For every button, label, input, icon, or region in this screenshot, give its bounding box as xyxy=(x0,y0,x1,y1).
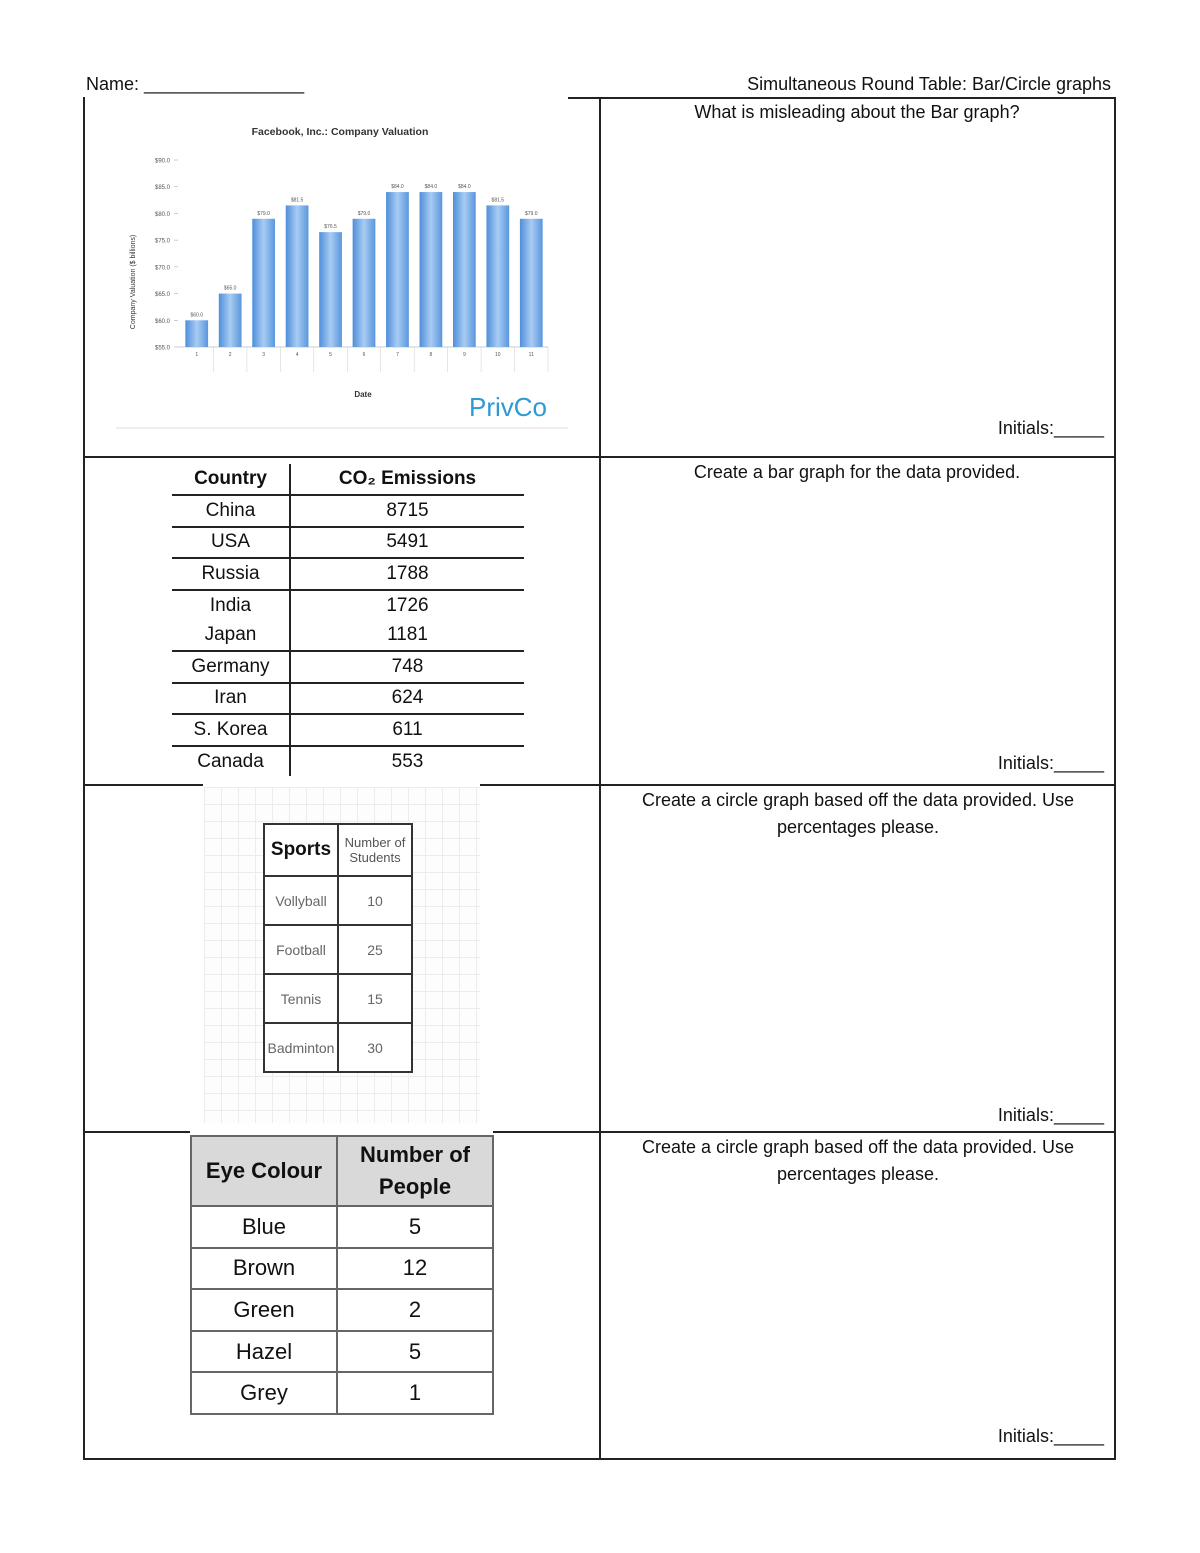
chart-bar xyxy=(319,232,342,347)
co2-value-cell: 1788 xyxy=(290,558,524,590)
co2-header-country: Country xyxy=(172,464,290,495)
chart-x-tick-label: 5 xyxy=(329,352,332,358)
eye-label-cell: Blue xyxy=(191,1206,337,1248)
co2-value-cell: 8715 xyxy=(290,495,524,527)
sports-value-cell: 25 xyxy=(338,925,412,974)
chart-bar xyxy=(353,219,376,347)
eye-label-cell: Green xyxy=(191,1289,337,1331)
co2-header-emissions: CO₂ Emissions xyxy=(290,464,524,495)
eye-header-colour: Eye Colour xyxy=(191,1136,337,1206)
sports-value-cell: 30 xyxy=(338,1023,412,1072)
chart-bar xyxy=(486,205,509,347)
chart-y-tick-label: $85.0 xyxy=(154,185,170,192)
privco-logo: PrivCo xyxy=(468,392,548,422)
co2-row xyxy=(172,620,524,651)
co2-label-cell: Iran xyxy=(172,683,290,715)
sports-row xyxy=(264,1023,412,1072)
co2-label-cell: India xyxy=(172,590,290,621)
chart-y-tick-label: $55.0 xyxy=(154,345,170,352)
sports-label-cell: Football xyxy=(264,925,338,974)
chart-title: Facebook, Inc.: Company Valuation xyxy=(251,126,429,138)
eye-row xyxy=(191,1331,493,1373)
eye-row xyxy=(191,1372,493,1414)
chart-data-label: $76.5 xyxy=(324,224,337,231)
co2-row xyxy=(172,495,524,527)
co2-emissions-table xyxy=(172,464,524,776)
eye-label-cell: Grey xyxy=(191,1372,337,1414)
co2-value-cell: 624 xyxy=(290,683,524,715)
sports-value-cell: 10 xyxy=(338,876,412,925)
co2-row xyxy=(172,683,524,715)
sports-label-cell: Tennis xyxy=(264,974,338,1023)
sports-label-cell: Badminton xyxy=(264,1023,338,1072)
grid-row-divider-3b xyxy=(493,1131,1116,1133)
chart-x-tick-label: 6 xyxy=(362,352,366,358)
chart-bar xyxy=(185,320,208,347)
sports-value-cell: 15 xyxy=(338,974,412,1023)
eye-label-cell: Hazel xyxy=(191,1331,337,1373)
sports-row xyxy=(264,925,412,974)
eye-value-cell: 5 xyxy=(337,1331,493,1373)
initials-row-1[interactable]: Initials:_____ xyxy=(997,418,1104,438)
co2-row xyxy=(172,558,524,590)
chart-data-label: $79.0 xyxy=(257,210,270,217)
eye-value-cell: 1 xyxy=(337,1372,493,1414)
chart-y-tick-label: $65.0 xyxy=(154,292,170,299)
sports-header-sports: Sports xyxy=(264,824,338,876)
chart-y-tick-label: $90.0 xyxy=(154,158,170,165)
grid-row-divider-2b xyxy=(480,784,1116,786)
chart-x-tick-label: 3 xyxy=(262,352,266,358)
prompt-row-4: Create a circle graph based off the data provided. Use percentages please. xyxy=(642,1137,1074,1184)
chart-svg xyxy=(116,110,568,430)
eye-row xyxy=(191,1248,493,1290)
chart-x-tick-label: 9 xyxy=(462,352,466,358)
chart-y-axis-label: Company Valuation ($ billions) xyxy=(130,234,137,330)
co2-row xyxy=(172,651,524,683)
facebook-valuation-chart xyxy=(116,110,568,430)
chart-bar xyxy=(453,192,476,347)
chart-data-label: $60.0 xyxy=(190,312,203,319)
grid-left-line xyxy=(83,97,85,1460)
chart-x-tick-label: 8 xyxy=(429,352,433,358)
chart-bar xyxy=(286,205,309,347)
initials-row-2[interactable]: Initials:_____ xyxy=(997,753,1104,773)
chart-x-tick-label: 7 xyxy=(396,352,399,358)
chart-data-label: $84.0 xyxy=(424,184,438,191)
grid-right-line xyxy=(1114,97,1116,1460)
chart-x-tick-label: 10 xyxy=(495,352,501,358)
eye-row xyxy=(191,1206,493,1248)
co2-label-cell: Russia xyxy=(172,558,290,590)
chart-bar xyxy=(420,192,443,347)
chart-data-label: $84.0 xyxy=(458,184,471,191)
co2-row xyxy=(172,746,524,777)
eye-value-cell: 12 xyxy=(337,1248,493,1290)
eye-value-cell: 2 xyxy=(337,1289,493,1331)
chart-y-tick-label: $75.0 xyxy=(154,238,170,245)
prompt-row-3: Create a circle graph based off the data provided. Use percentages please. xyxy=(642,790,1074,837)
chart-x-tick-label: 11 xyxy=(528,352,534,358)
chart-y-tick-label: $70.0 xyxy=(154,265,170,272)
eye-header-people: Number of People xyxy=(337,1136,493,1206)
sports-row xyxy=(264,974,412,1023)
grid-row-divider-2a xyxy=(83,784,203,786)
chart-data-label: $65.0 xyxy=(223,285,237,292)
chart-data-label: $79.0 xyxy=(525,210,538,217)
co2-row xyxy=(172,527,524,559)
eye-colour-table xyxy=(190,1135,494,1415)
co2-row xyxy=(172,590,524,621)
chart-x-tick-label: 1 xyxy=(195,352,199,358)
worksheet-title: Simultaneous Round Table: Bar/Circle graphs xyxy=(747,74,1111,94)
co2-label-cell: China xyxy=(172,495,290,527)
co2-row xyxy=(172,714,524,746)
chart-data-label: $81.5 xyxy=(491,197,505,204)
eye-row xyxy=(191,1289,493,1331)
chart-data-label: $81.5 xyxy=(290,197,304,204)
eye-value-cell: 5 xyxy=(337,1206,493,1248)
co2-value-cell: 611 xyxy=(290,714,524,746)
chart-bar xyxy=(252,219,275,347)
chart-data-label: $79.0 xyxy=(357,210,371,217)
eye-label-cell: Brown xyxy=(191,1248,337,1290)
name-field-label[interactable]: Name: ________________ xyxy=(86,74,305,94)
chart-x-tick-label: 4 xyxy=(295,352,299,358)
grid-middle-line xyxy=(599,97,601,1460)
co2-label-cell: Germany xyxy=(172,651,290,683)
initials-row-4[interactable]: Initials:_____ xyxy=(997,1426,1104,1446)
co2-label-cell: Canada xyxy=(172,746,290,777)
co2-value-cell: 5491 xyxy=(290,527,524,559)
chart-bar xyxy=(386,192,409,347)
grid-row-divider-3a xyxy=(83,1131,190,1133)
co2-value-cell: 1726 xyxy=(386,594,429,616)
co2-value-cell: 1181 xyxy=(290,620,524,651)
sports-label-cell: Vollyball xyxy=(264,876,338,925)
sports-row xyxy=(264,876,412,925)
chart-data-label: $84.0 xyxy=(391,184,404,191)
co2-label-cell: Japan xyxy=(172,620,290,651)
prompt-row-1: What is misleading about the Bar graph? xyxy=(694,102,1020,122)
chart-x-tick-label: 2 xyxy=(228,352,232,358)
co2-value-cell: 748 xyxy=(290,651,524,683)
co2-label-cell: USA xyxy=(172,527,290,559)
chart-bar xyxy=(219,294,242,347)
sports-header-students: Number of Students xyxy=(338,824,412,876)
prompt-row-2: Create a bar graph for the data provided. xyxy=(693,462,1021,482)
chart-x-axis-label: Date xyxy=(354,390,372,399)
sports-table xyxy=(263,823,413,1073)
chart-bar xyxy=(520,219,543,347)
co2-value-cell: 553 xyxy=(391,750,424,772)
chart-y-tick-label: $60.0 xyxy=(154,318,170,325)
chart-y-tick-label: $80.0 xyxy=(154,211,170,218)
co2-label-cell: S. Korea xyxy=(172,714,290,746)
initials-row-3[interactable]: Initials:_____ xyxy=(997,1105,1104,1125)
